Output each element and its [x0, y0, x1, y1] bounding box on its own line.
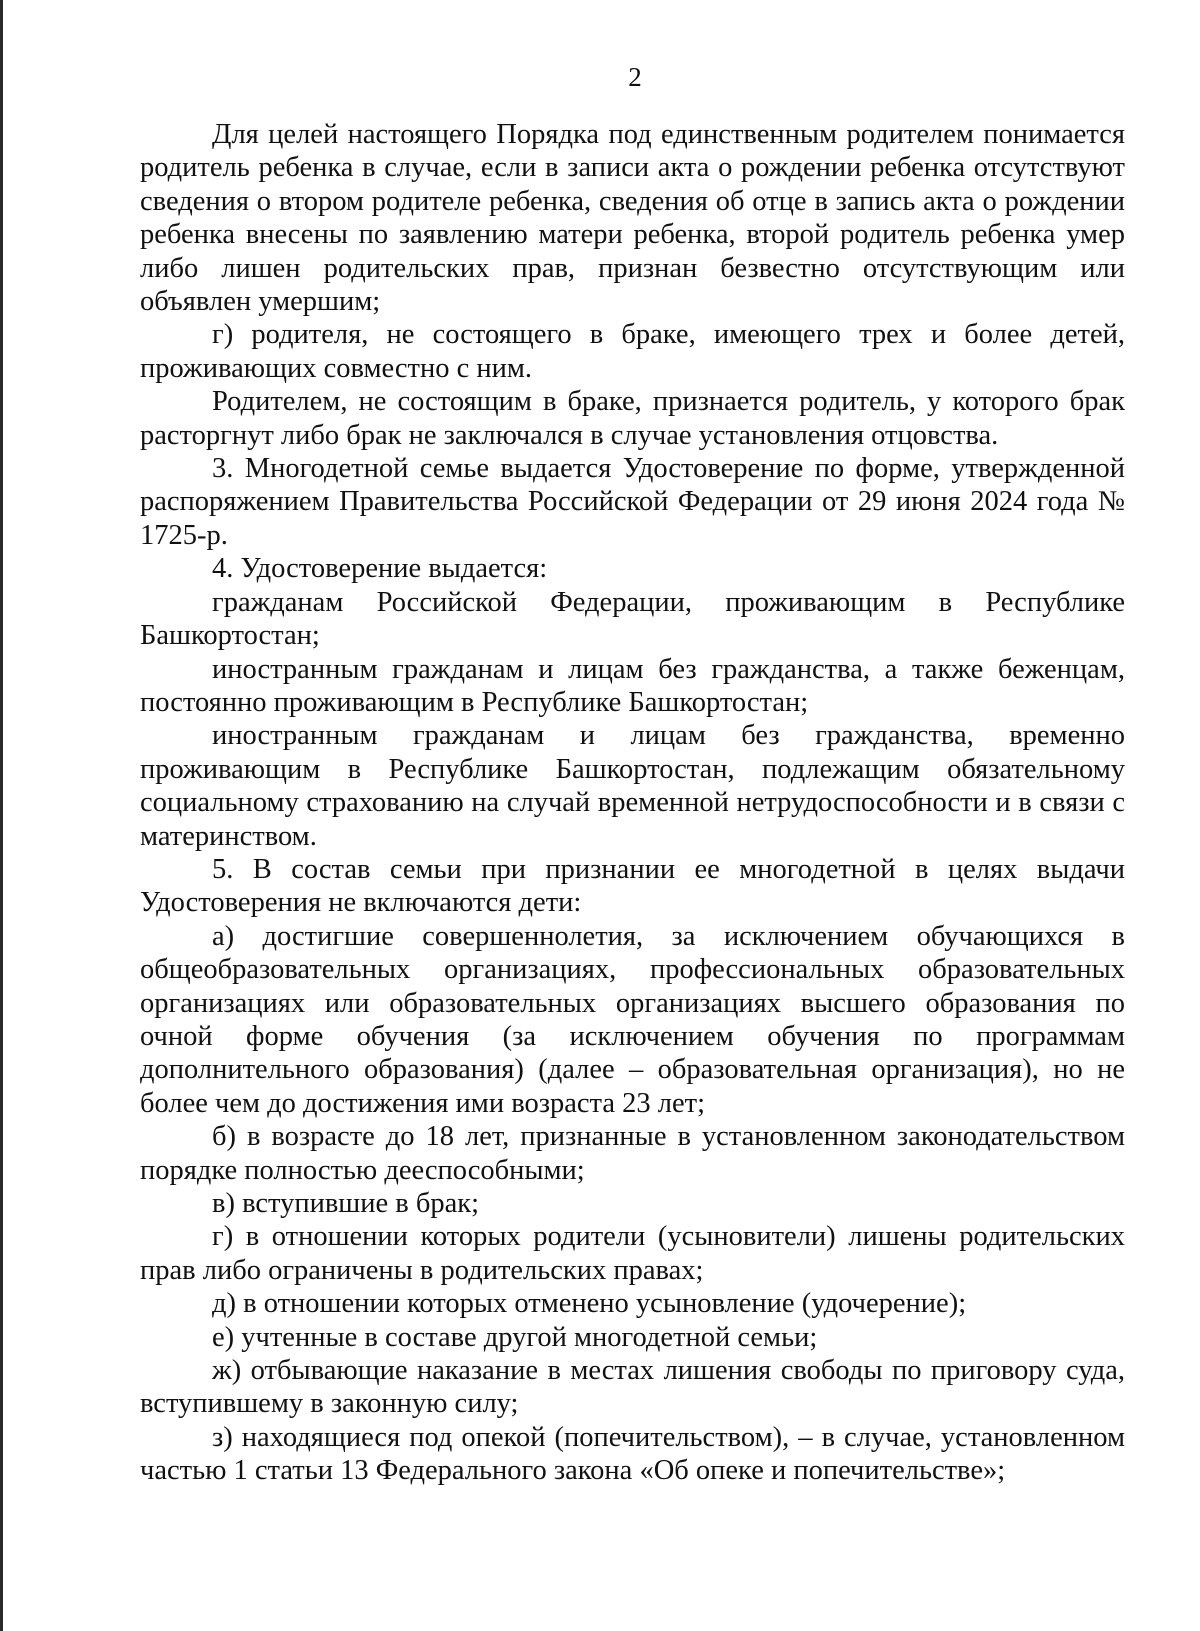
paragraph-clause-4-citizens: гражданам Российской Федерации, проживающим в Республике Башкортостан;: [140, 586, 1125, 652]
page-number: 2: [628, 62, 642, 92]
paragraph-unmarried-parent-definition: Родителем, не состоящим в браке, признается родитель, у которого брак расторгнут либо брак не заключался в случае установления отцовства.: [140, 386, 1125, 451]
scan-edge: [0, 0, 3, 1631]
paragraph-item-zh: ж) отбывающие наказание в местах лишения свободы по приговору суда, вступившему в законную силу;: [140, 1355, 1125, 1420]
paragraph-item-z: з) находящиеся под опекой (попечительством), – в случае, установленном частью 1 статьи 13 Федерального закона «Об опеке и попечительстве»;: [140, 1421, 1125, 1487]
paragraph-clause-4-permanent-residents: иностранным гражданам и лицам без гражданства, а также беженцам, постоянно проживающим в Республике Башкортостан;: [140, 653, 1125, 718]
paragraph-clause-4: 4. Удостоверение выдается:: [212, 553, 548, 585]
paragraph-item-e: е) учтенные в составе другой многодетной семьи;: [212, 1321, 818, 1353]
paragraph-item-a: а) достигшие совершеннолетия, за исключением обучающихся в общеобразовательных организациях, профессиональных образовательных организациях или образовательных организациях высшего образования по очной форме обучения (за исключением обучения по программам дополнительного образования) (далее – образовательная организация), но не более чем до достижения ими возраста 23 лет;: [140, 920, 1125, 1119]
paragraph-clause-3: 3. Многодетной семье выдается Удостоверение по форме, утвержденной распоряжением Правительства Российской Федерации от 29 июня 2024 года № 1725-р.: [140, 453, 1125, 551]
paragraph-item-d: д) в отношении которых отменено усыновление (удочерение);: [212, 1288, 967, 1320]
document-body: [140, 118, 1125, 1488]
paragraph-clause-5: 5. В состав семьи при признании ее многодетной в целях выдачи Удостоверения не включаются дети:: [140, 853, 1125, 919]
paragraph-item-b: б) в возрасте до 18 лет, признанные в установленном законодательством порядке полностью дееспособными;: [140, 1121, 1125, 1186]
paragraph-single-parent-definition: Для целей настоящего Порядка под единственным родителем понимается родитель ребенка в случае, если в записи акта о рождении ребенка отсутствуют сведения о втором родителе ребенка, сведения об отце в запись акта о рождении ребенка внесены по заявлению матери ребенка, второй родитель ребенка умер либо лишен родительских прав, признан безвестно отсутствующим или объявлен умершим;: [140, 119, 1125, 318]
paragraph-item-v: в) вступившие в брак;: [212, 1188, 480, 1219]
paragraph-clause-4-temporary-residents: иностранным гражданам и лицам без гражданства, временно проживающим в Республике Башкортостан, подлежащим обязательному социальному страхованию на случай временной нетрудоспособности и в связи с материнством.: [140, 720, 1125, 852]
paragraph-item-g-unmarried-parent: г) родителя, не состоящего в браке, имеющего трех и более детей, проживающих совместно с ним.: [140, 319, 1125, 384]
paragraph-item-g: г) в отношении которых родители (усыновители) лишены родительских прав либо ограничены в родительских правах;: [140, 1221, 1125, 1286]
